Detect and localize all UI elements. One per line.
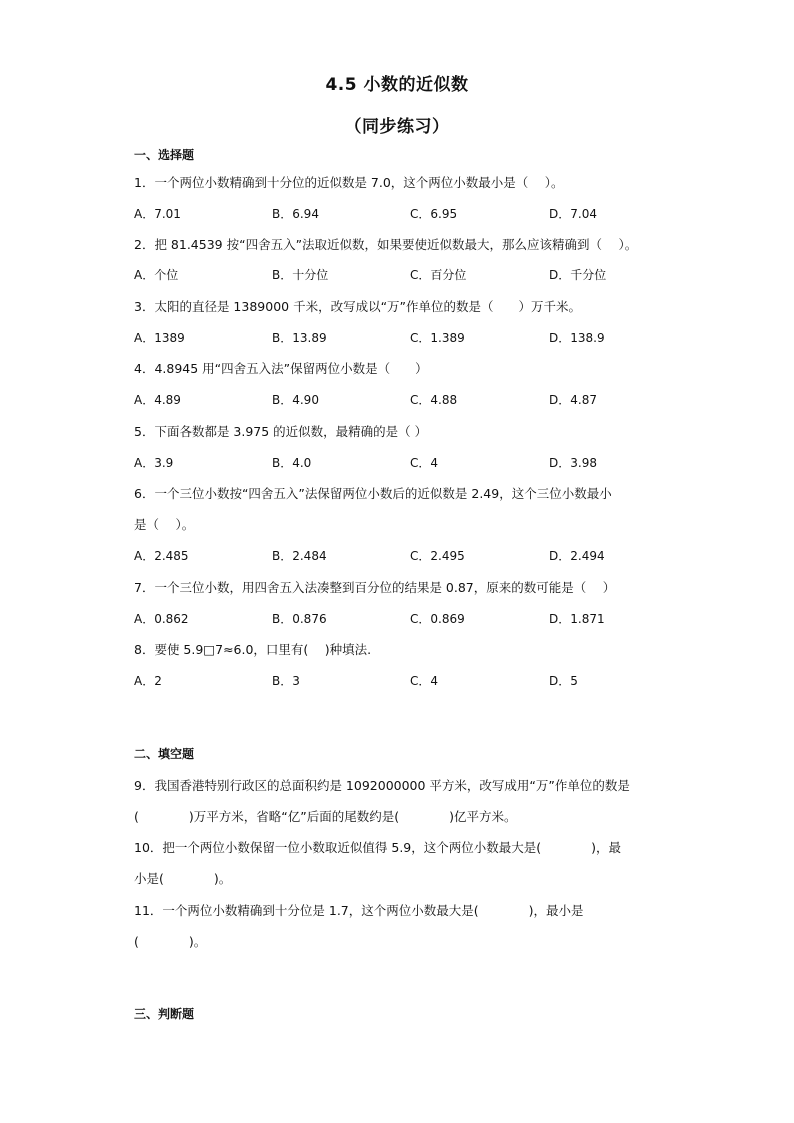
page-title: 4.5 小数的近似数: [325, 75, 469, 95]
question-6-text: 6．一个三位小数按“四舍五入”法保留两位小数后的近似数是 2.49，这个三位小数最小: [134, 486, 612, 501]
q2-option-a: A．个位: [134, 268, 179, 282]
q8-option-b: B．3: [272, 674, 300, 688]
q2-option-b: B．十分位: [272, 268, 329, 282]
q2-option-d: D．千分位: [549, 268, 607, 282]
question-5-text: 5．下面各数都是 3.975 的近似数，最精确的是（ ）: [134, 424, 428, 439]
question-3-text: 3．太阳的直径是 1389000 千米，改写成以“万”作单位的数是（ ）万千米。: [134, 299, 582, 314]
question-9-text-cont: ( )万平方米，省略“亿”后面的尾数约是( )亿平方米。: [134, 809, 517, 824]
q4-option-d: D．4.87: [549, 393, 597, 407]
q6-option-c: C．2.495: [410, 549, 465, 563]
question-8-text: 8．要使 5.9□7≈6.0，口里有( )种填法.: [134, 642, 372, 657]
q7-option-a: A．0.862: [134, 612, 189, 626]
q2-option-c: C．百分位: [410, 268, 467, 282]
question-1-text: 1．一个两位小数精确到十分位的近似数是 7.0，这个两位小数最小是（ ）。: [134, 175, 564, 190]
q6-option-d: D．2.494: [549, 549, 605, 563]
question-4-text: 4．4.8945 用“四舍五入法”保留两位小数是（ ）: [134, 361, 428, 376]
section-choice-heading: 一、选择题: [134, 148, 195, 162]
page-subtitle: （同步练习）: [344, 117, 450, 137]
q7-option-d: D．1.871: [549, 612, 605, 626]
q4-option-c: C．4.88: [410, 393, 458, 407]
section-judge-heading: 三、判断题: [134, 1007, 195, 1021]
q3-option-c: C．1.389: [410, 331, 465, 345]
question-10-text: 10．把一个两位小数保留一位小数取近似值得 5.9，这个两位小数最大是( )，最: [134, 840, 622, 855]
q1-option-b: B．6.94: [272, 207, 319, 221]
q4-option-a: A．4.89: [134, 393, 181, 407]
q3-option-d: D．138.9: [549, 331, 605, 345]
question-2-text: 2．把 81.4539 按“四舍五入”法取近似数，如果要使近似数最大，那么应该精确到（ ）。: [134, 237, 638, 252]
question-11-text-cont: ( )。: [134, 934, 207, 949]
q7-option-b: B．0.876: [272, 612, 327, 626]
q5-option-a: A．3.9: [134, 456, 174, 470]
q6-option-b: B．2.484: [272, 549, 327, 563]
q8-option-a: A．2: [134, 674, 162, 688]
q3-option-a: A．1389: [134, 331, 185, 345]
question-9-text: 9．我国香港特别行政区的总面积约是 1092000000 平方米，改写成用“万”作单位的数是: [134, 778, 630, 793]
q1-option-a: A．7.01: [134, 207, 181, 221]
q1-option-c: C．6.95: [410, 207, 458, 221]
q5-option-d: D．3.98: [549, 456, 597, 470]
q7-option-c: C．0.869: [410, 612, 465, 626]
question-11-text: 11．一个两位小数精确到十分位是 1.7，这个两位小数最大是( )，最小是: [134, 903, 584, 918]
question-7-text: 7．一个三位小数，用四舍五入法凑整到百分位的结果是 0.87，原来的数可能是（ ）: [134, 580, 616, 595]
q5-option-c: C．4: [410, 456, 439, 470]
q4-option-b: B．4.90: [272, 393, 319, 407]
q8-option-c: C．4: [410, 674, 439, 688]
q3-option-b: B．13.89: [272, 331, 327, 345]
q5-option-b: B．4.0: [272, 456, 312, 470]
q8-option-d: D．5: [549, 674, 578, 688]
question-10-text-cont: 小是( )。: [134, 871, 232, 886]
section-fill-heading: 二、填空题: [134, 747, 195, 761]
q1-option-d: D．7.04: [549, 207, 597, 221]
question-6-text-cont: 是（ ）。: [134, 517, 195, 532]
q6-option-a: A．2.485: [134, 549, 189, 563]
